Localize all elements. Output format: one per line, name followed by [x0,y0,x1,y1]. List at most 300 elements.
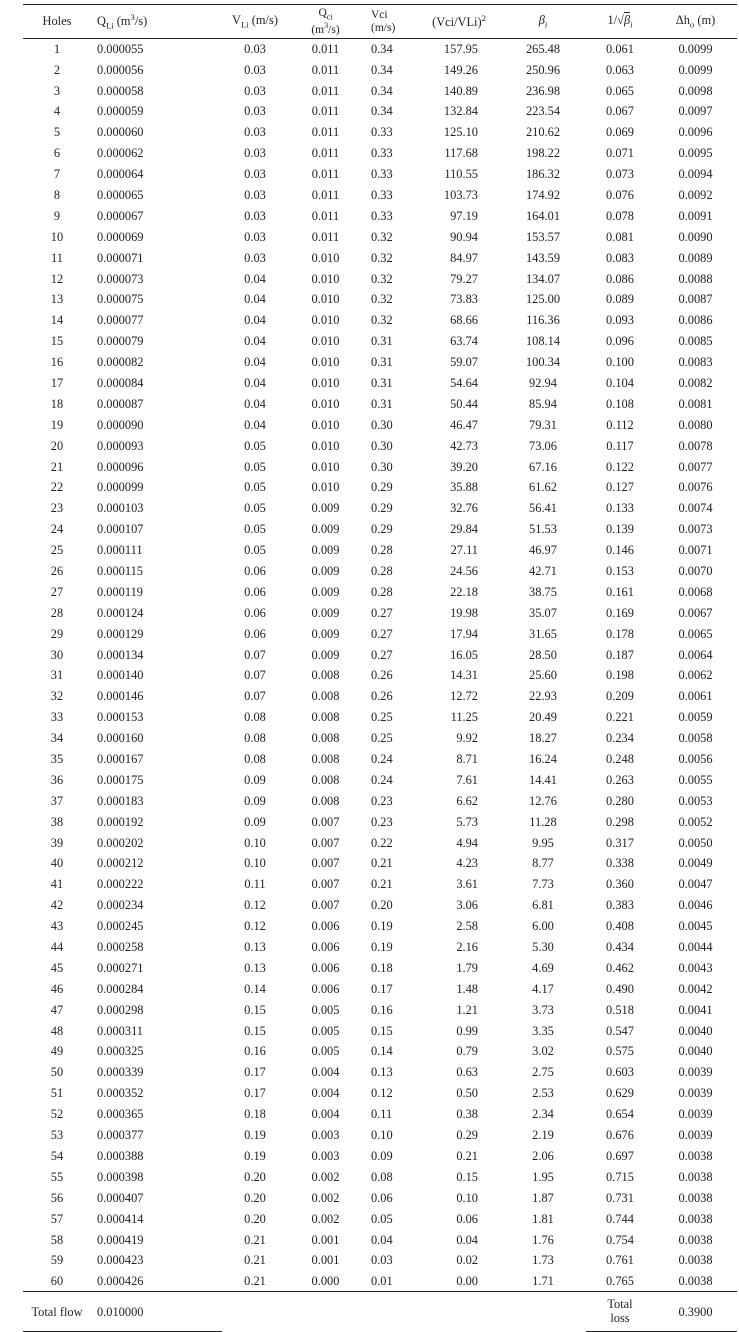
inv-sqrt-beta-value: 0.073 [606,167,634,182]
inv-sqrt-beta-value: 0.104 [606,375,634,390]
table-row [23,916,737,937]
ratio-value: 12.72 [450,689,478,704]
delta-ho-value: 0.0039 [678,1086,713,1101]
beta-value: 42.71 [529,564,557,578]
v-li-value: 0.03 [244,146,266,161]
ratio-value: 157.95 [443,41,478,56]
v-li-value: 0.08 [244,731,266,746]
table-row [23,749,737,770]
inv-sqrt-beta-value: 0.298 [606,814,634,829]
v-li-value: 0.03 [244,125,266,140]
beta-value: 2.75 [532,1065,554,1080]
q-li-value: 0.000119 [97,584,144,599]
vci-value: 0.21 [371,877,393,892]
ratio-value: 27.11 [450,543,478,558]
delta-ho-value: 0.0077 [678,459,713,474]
q-ci-value: 0.005 [311,1002,340,1017]
vci-value: 0.24 [371,752,393,767]
v-li-value: 0.04 [244,375,266,390]
table-row [23,519,737,540]
vci-value: 0.31 [371,355,393,370]
ratio-value: 0.15 [456,1169,478,1184]
q-li-value: 0.000192 [97,814,144,829]
vci-value: 0.17 [371,981,393,996]
vci-value: 0.11 [371,1107,393,1122]
delta-ho-value: 0.0047 [678,877,713,892]
table-row [23,665,737,686]
delta-ho-value: 0.0058 [678,731,713,746]
inv-sqrt-beta-value: 0.221 [606,710,634,725]
table-row [23,832,737,853]
delta-ho-value: 0.0055 [678,772,713,787]
ratio-value: 73.83 [450,292,478,307]
v-li-value: 0.03 [244,229,266,244]
table-row [23,331,737,352]
q-li-value: 0.000365 [97,1107,144,1122]
ratio-value: 0.06 [456,1211,478,1226]
hole-number: 4 [53,104,61,119]
vci-value: 0.28 [371,584,393,599]
q-li-value: 0.000075 [97,292,144,307]
ratio-value: 35.88 [450,480,478,495]
beta-value: 92.94 [529,375,557,390]
q-li-value: 0.000339 [97,1065,144,1080]
col-header-q-ci: $Q_{ci}$ $(m^3/s)$ [288,5,363,39]
ratio-value: 0.29 [456,1128,478,1143]
delta-ho-value: 0.0096 [678,125,713,140]
delta-ho-value: 0.0049 [678,856,713,871]
table-row [23,1229,737,1250]
ratio-value: 50.44 [450,396,478,411]
hole-number: 58 [50,1232,64,1247]
inv-sqrt-beta-value: 0.490 [606,981,634,996]
vci-value: 0.34 [371,62,393,77]
q-li-value: 0.000153 [97,710,144,725]
ratio-value: 16.05 [450,647,478,662]
q-li-value: 0.000060 [97,125,144,140]
q-ci-value: 0.010 [311,480,340,495]
table-row [23,394,737,415]
table-row [23,122,737,143]
ratio-value: 1.21 [456,1002,478,1017]
q-li-value: 0.000073 [97,271,144,286]
ratio-value: 110.55 [444,167,478,182]
inv-sqrt-beta-value: 0.069 [606,125,634,140]
v-li-value: 0.21 [244,1232,266,1247]
ratio-value: 0.50 [456,1086,478,1101]
v-li-value: 0.03 [244,41,266,56]
vci-value: 0.25 [371,731,393,746]
total-flow-label: Total flow [23,1292,91,1332]
hole-number: 56 [50,1190,64,1205]
v-li-value: 0.19 [244,1148,266,1163]
ratio-value: 2.16 [456,940,478,955]
inv-sqrt-beta-value: 0.761 [606,1253,634,1268]
beta-value: 3.35 [532,1023,554,1038]
hole-number: 27 [50,584,64,599]
hole-number: 48 [50,1023,64,1038]
ratio-value: 4.94 [456,835,478,850]
col-header-delta-ho: $\Delta h_o$ (m) [654,5,737,39]
hole-number: 43 [50,919,64,934]
vci-value: 0.23 [371,814,393,829]
hole-number: 35 [50,752,64,767]
q-li-value: 0.000093 [97,438,144,453]
delta-ho-value: 0.0083 [678,355,713,370]
q-ci-value: 0.010 [311,292,340,307]
vci-value: 0.29 [371,501,393,516]
beta-value: 38.75 [529,584,557,599]
vci-value: 0.06 [371,1190,393,1205]
v-li-value: 0.13 [244,960,266,975]
vci-value: 0.18 [371,960,393,975]
q-li-value: 0.000064 [97,167,144,182]
q-li-value: 0.000111 [97,543,143,558]
delta-ho-value: 0.0053 [678,793,713,808]
q-li-value: 0.000175 [97,772,144,787]
delta-ho-value: 0.0038 [654,1271,737,1292]
inv-sqrt-beta-value: 0.731 [606,1190,634,1205]
q-ci-value: 0.011 [311,146,340,161]
delta-ho-value: 0.0046 [678,898,713,913]
q-ci-value: 0.004 [311,1107,340,1122]
ratio-value: 14.31 [450,668,478,683]
q-li-value: 0.000398 [97,1169,144,1184]
v-li-value: 0.08 [244,752,266,767]
table-row [23,164,737,185]
delta-ho-value: 0.0099 [678,62,713,77]
inv-sqrt-beta-value: 0.146 [606,543,634,558]
table-row [23,1041,737,1062]
v-li-value: 0.03 [244,187,266,202]
vci-value: 0.31 [371,375,393,390]
vci-value: 0.33 [371,125,393,140]
hole-number: 50 [50,1065,64,1080]
table-row [23,206,737,227]
table-row [23,1083,737,1104]
beta-value: 46.97 [529,543,557,558]
ratio-value: 22.18 [450,584,478,599]
hole-number: 31 [50,668,64,683]
beta-value: 73.06 [529,438,557,453]
vci-value: 0.27 [371,626,393,641]
beta-value: 20.49 [529,710,557,725]
ratio-value: 90.94 [450,229,478,244]
q-ci-value: 0.008 [311,772,340,787]
ratio-value: 63.74 [450,334,478,349]
q-ci-value: 0.008 [311,710,340,725]
beta-value: 7.73 [532,877,554,892]
q-ci-value: 0.009 [311,501,340,516]
vci-value: 0.34 [371,41,393,56]
table-row [23,707,737,728]
q-li-value: 0.000077 [97,313,144,328]
beta-value: 6.81 [532,898,554,913]
hole-number: 29 [50,626,64,641]
hole-number: 5 [53,125,61,140]
q-li-value: 0.000325 [97,1044,144,1059]
v-li-value: 0.04 [244,334,266,349]
hole-number: 12 [50,271,64,286]
inv-sqrt-beta-value: 0.096 [606,334,634,349]
beta-value: 18.27 [529,731,557,746]
col-header-ratio: $(Vci/VLi)^2$ [418,5,500,39]
q-li-value: 0.000426 [91,1271,222,1292]
beta-value: 265.48 [525,41,561,56]
v-li-value: 0.03 [244,167,266,182]
beta-value: 14.41 [529,772,557,787]
inv-sqrt-beta-value: 0.187 [606,647,634,662]
vci-value: 0.16 [371,1002,393,1017]
table-row [23,540,737,561]
v-li-value: 0.03 [244,104,266,119]
beta-value: 1.81 [532,1211,554,1226]
v-li-value: 0.07 [244,647,266,662]
vci-value: 0.30 [371,417,393,432]
inv-sqrt-beta-value: 0.280 [606,793,634,808]
q-ci-value: 0.010 [311,250,340,265]
q-ci-value: 0.008 [311,793,340,808]
beta-value: 2.06 [532,1148,554,1163]
inv-sqrt-beta-value: 0.603 [606,1065,634,1080]
beta-value: 153.57 [525,229,561,244]
vci-value: 0.28 [371,564,393,578]
q-li-value: 0.000084 [97,375,144,390]
v-li-value: 0.10 [244,856,266,871]
ratio-value: 46.47 [450,417,478,432]
inv-sqrt-beta-value: 0.715 [606,1169,634,1184]
beta-value: 2.53 [532,1086,554,1101]
q-li-value: 0.000352 [97,1086,144,1101]
q-li-value: 0.000377 [97,1128,144,1143]
beta-value: 1.71 [500,1271,586,1292]
ratio-value: 11.25 [450,710,478,725]
v-li-value: 0.03 [244,62,266,77]
hole-number: 8 [53,187,61,202]
v-li-value: 0.19 [244,1128,266,1143]
inv-sqrt-beta-value: 0.383 [606,898,634,913]
beta-value: 125.00 [525,292,561,307]
beta-value: 1.87 [532,1190,554,1205]
q-li-value: 0.000059 [97,104,144,119]
inv-sqrt-beta-value: 0.065 [606,83,634,98]
inv-sqrt-beta-value: 0.133 [606,501,634,516]
hole-number: 36 [50,772,64,787]
q-li-value: 0.000146 [97,689,144,704]
inv-sqrt-beta-value: 0.063 [606,62,634,77]
hole-number: 18 [50,396,64,411]
q-ci-value: 0.009 [311,605,340,620]
q-li-value: 0.000423 [97,1253,144,1268]
q-ci-value: 0.009 [311,626,340,641]
q-li-value: 0.000212 [97,856,144,871]
table-row [23,1062,737,1083]
inv-sqrt-beta-value: 0.083 [606,250,634,265]
ratio-value: 6.62 [456,793,478,808]
table-row [23,1250,737,1271]
col-header-inv-sqrt-beta: $1/√\beta_i$ [586,5,654,39]
inv-sqrt-beta-value: 0.629 [606,1086,634,1101]
beta-value: 9.95 [532,835,554,850]
table-row [23,1125,737,1146]
table-row [23,373,737,394]
delta-ho-value: 0.0087 [678,292,713,307]
hole-number: 47 [50,1002,64,1017]
q-li-value: 0.000099 [97,480,144,495]
vci-value: 0.27 [371,647,393,662]
hole-number: 60 [23,1271,91,1292]
q-ci-value: 0.010 [311,459,340,474]
inv-sqrt-beta-value: 0.093 [606,313,634,328]
hole-number: 45 [50,960,64,975]
table-row [23,603,737,624]
v-li-value: 0.12 [244,898,266,913]
q-ci-value: 0.006 [311,940,340,955]
hole-number: 49 [50,1044,64,1059]
beta-value: 2.34 [532,1107,554,1122]
delta-ho-value: 0.0062 [678,668,713,683]
ratio-value: 19.98 [450,605,478,620]
delta-ho-value: 0.0071 [678,543,713,558]
q-li-value: 0.000202 [97,835,144,850]
v-li-value: 0.05 [244,459,266,474]
beta-value: 108.14 [525,334,561,349]
inv-sqrt-beta-value: 0.408 [606,919,634,934]
v-li-value: 0.03 [244,83,266,98]
inv-sqrt-beta-value: 0.161 [606,584,634,599]
vci-value: 0.23 [371,793,393,808]
ratio-value: 3.61 [456,877,478,892]
table-row [23,582,737,603]
v-li-value: 0.06 [244,605,266,620]
v-li-value: 0.03 [244,208,266,223]
q-ci-value: 0.011 [311,208,340,223]
hole-number: 3 [53,83,61,98]
q-li-value: 0.000065 [97,187,144,202]
hole-number: 11 [51,250,63,265]
inv-sqrt-beta-value: 0.122 [606,459,634,474]
v-li-value: 0.16 [244,1044,266,1059]
q-ci-value: 0.007 [311,898,340,913]
v-li-value: 0.06 [244,584,266,599]
q-li-value: 0.000079 [97,334,144,349]
inv-sqrt-beta-value: 0.744 [606,1211,634,1226]
q-ci-value: 0.002 [311,1211,340,1226]
q-li-value: 0.000071 [97,250,144,265]
inv-sqrt-beta-value: 0.518 [606,1002,634,1017]
q-li-value: 0.000284 [97,981,144,996]
inv-sqrt-beta-value: 0.263 [606,772,634,787]
delta-ho-value: 0.0045 [678,919,713,934]
beta-value: 5.30 [532,940,554,955]
q-ci-value: 0.009 [311,564,340,578]
q-li-value: 0.000222 [97,877,144,892]
inv-sqrt-beta-value: 0.209 [606,689,634,704]
table-row [23,1167,737,1188]
ratio-value: 17.94 [450,626,478,641]
beta-value: 1.76 [532,1232,554,1247]
ratio-value: 0.79 [456,1044,478,1059]
inv-sqrt-beta-value: 0.434 [606,940,634,955]
table-row [23,644,737,665]
q-li-value: 0.000056 [97,62,144,77]
vci-value: 0.19 [371,940,393,955]
hole-number: 30 [50,647,64,662]
q-ci-value: 0.002 [311,1169,340,1184]
q-li-value: 0.000062 [97,146,144,161]
q-ci-value: 0.010 [311,334,340,349]
ratio-value: 0.10 [456,1190,478,1205]
v-li-value: 0.21 [222,1271,288,1292]
q-ci-value: 0.007 [311,835,340,850]
delta-ho-value: 0.0044 [678,940,713,955]
hole-number: 59 [50,1253,64,1268]
table-row [23,477,737,498]
q-li-value: 0.000414 [97,1211,144,1226]
delta-ho-value: 0.0090 [678,229,713,244]
table-row [23,1020,737,1041]
beta-value: 35.07 [529,605,557,620]
ratio-value: 2.58 [456,919,478,934]
vci-value: 0.32 [371,313,393,328]
v-li-value: 0.10 [244,835,266,850]
hole-number: 32 [50,689,64,704]
hole-number: 39 [50,835,64,850]
vci-value: 0.32 [371,271,393,286]
beta-value: 3.02 [532,1044,554,1059]
q-ci-value: 0.011 [311,187,340,202]
hole-number: 52 [50,1107,64,1122]
v-li-value: 0.09 [244,814,266,829]
ratio-value: 4.23 [456,856,478,871]
q-ci-value: 0.011 [311,167,340,182]
inv-sqrt-beta-value: 0.061 [606,41,634,56]
q-ci-value: 0.006 [311,960,340,975]
hole-number: 1 [53,41,61,56]
ratio-value: 3.06 [456,898,478,913]
inv-sqrt-beta-value: 0.112 [606,417,634,432]
col-header-v-li: $V_{Li}$ (m/s) [222,5,288,39]
beta-value: 198.22 [525,146,561,161]
delta-ho-value: 0.0097 [678,104,713,119]
q-li-value: 0.000055 [97,41,144,56]
vci-value: 0.33 [371,208,393,223]
table-row [23,39,737,60]
vci-value: 0.27 [371,605,393,620]
vci-value: 0.10 [371,1128,393,1143]
vci-value: 0.30 [371,438,393,453]
vci-value: 0.33 [371,146,393,161]
vci-value: 0.04 [371,1232,393,1247]
inv-sqrt-beta-value: 0.462 [606,960,634,975]
beta-value: 174.92 [525,187,561,202]
delta-ho-value: 0.0038 [678,1232,713,1247]
inv-sqrt-beta-value: 0.198 [606,668,634,683]
inv-sqrt-beta-value: 0.127 [606,480,634,495]
vci-value: 0.31 [371,396,393,411]
table-row [23,1187,737,1208]
q-ci-value: 0.009 [311,584,340,599]
hole-number: 20 [50,438,64,453]
v-li-value: 0.07 [244,689,266,704]
table-row [23,143,737,164]
beta-value: 8.77 [532,856,554,871]
q-li-value: 0.000271 [97,960,144,975]
delta-ho-value: 0.0038 [678,1211,713,1226]
delta-ho-value: 0.0056 [678,752,713,767]
delta-ho-value: 0.0095 [678,146,713,161]
vci-value: 0.31 [371,334,393,349]
